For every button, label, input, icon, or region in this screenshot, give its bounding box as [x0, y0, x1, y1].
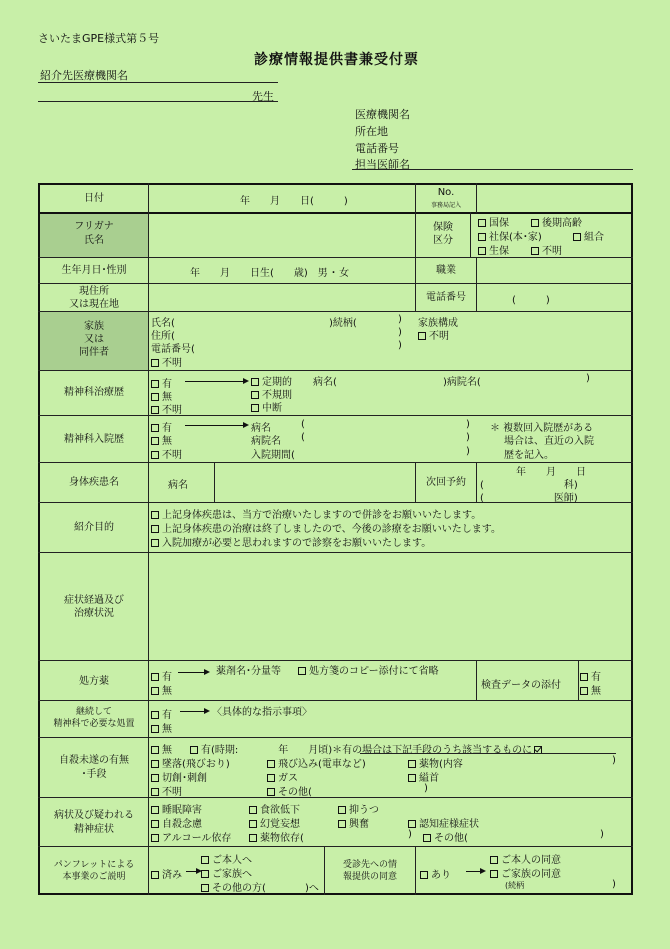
prescription-copy[interactable]: 処方箋のコピー添付にて省略	[298, 662, 439, 677]
consent-family[interactable]: ご家族の同意	[490, 865, 561, 880]
purpose-label: 紹介目的	[74, 522, 114, 533]
psych-history-unknown[interactable]: 不明	[151, 401, 182, 416]
family-name-field[interactable]: 氏名(	[151, 318, 175, 329]
ins-unknown[interactable]: 不明	[531, 242, 562, 257]
no-label: No.	[437, 187, 455, 198]
birth-label: 生年月日･性別	[61, 265, 127, 276]
suicide-no[interactable]: 無	[151, 741, 172, 756]
doctor-suffix: 先生	[252, 90, 274, 103]
continue-no[interactable]: 無	[151, 720, 172, 735]
purpose-opt1[interactable]: 上記身体疾患は、当方で治療いたしますので併診をお願いいたします。	[151, 506, 481, 521]
family-composition-label: 家族構成	[418, 318, 458, 329]
suicide-m1[interactable]: 墜落(飛びおり)	[151, 755, 230, 770]
next-appointment-date[interactable]: 年 月 日	[516, 467, 586, 478]
job-label: 職業	[436, 265, 456, 276]
insurance-label: 保険	[433, 222, 453, 233]
psych-admit-unknown[interactable]: 不明	[151, 446, 182, 461]
symptoms-sublabel: 治療状況	[74, 608, 114, 619]
sender-address-label: 所在地	[355, 125, 388, 138]
illness-s10[interactable]: その他(	[423, 829, 468, 844]
pamphlet-done[interactable]: 済み	[151, 866, 182, 881]
suicide-m3-close: )	[612, 755, 616, 766]
family-label: 家族	[84, 321, 104, 332]
illness-s1[interactable]: 睡眠障害	[151, 801, 202, 816]
continue-label: 継続して	[75, 707, 112, 717]
consent-label: 受診先への情	[342, 860, 397, 870]
doctor-line[interactable]	[38, 101, 278, 102]
psych-history-stopped[interactable]: 中断	[251, 399, 282, 414]
suicide-yes[interactable]: 有(時期: 年 月頃)＊有の場合は下記手段のうち該当するものに	[190, 741, 542, 756]
prescription-drug: 薬剤名･分量等	[216, 666, 281, 677]
suicide-sublabel: ･手段	[81, 769, 107, 780]
suicide-m4[interactable]: 切創･刺創	[151, 769, 207, 784]
illness-s2[interactable]: 食欲低下	[249, 801, 300, 816]
suicide-m6[interactable]: 縊首	[408, 769, 439, 784]
suicide-m8-close: )	[424, 783, 428, 794]
date-label: 日付	[84, 193, 104, 204]
physical-label: 身体疾患名	[69, 477, 119, 488]
psych-history-close: )	[586, 373, 590, 384]
exam-data-yes[interactable]: 有	[580, 668, 601, 683]
psych-admit-no[interactable]: 無	[151, 432, 172, 447]
psych-admit-close1: )	[466, 419, 470, 430]
pamphlet-sublabel: 本事業のご説明	[62, 872, 126, 882]
symptoms-label: 症状経過及び	[64, 595, 124, 606]
prescription-no[interactable]: 無	[151, 682, 172, 697]
address-label: 現住所	[79, 286, 109, 297]
address-sublabel: 又は現在地	[69, 299, 119, 310]
psych-history-irregular[interactable]: 不規則	[251, 386, 292, 401]
illness-s4[interactable]: 自殺念慮	[151, 815, 202, 830]
family-relation-field[interactable]: )続柄(	[329, 318, 357, 329]
physical-sickname: 病名	[168, 480, 188, 491]
suicide-m3[interactable]: 薬物(内容	[408, 755, 463, 770]
illness-s7[interactable]: 認知症様症状	[408, 815, 479, 830]
family-relation-close: )	[398, 314, 402, 325]
form-number: さいたまGPE様式第５号	[38, 32, 160, 45]
family-phone-close: )	[398, 340, 402, 351]
ins-kumiai[interactable]: 組合	[573, 228, 604, 243]
psych-admit-note2: 場合は、直近の入院	[504, 436, 594, 447]
symptoms-textarea[interactable]	[150, 554, 630, 658]
sender-phone-label: 電話番号	[355, 142, 399, 155]
illness-label: 病状及び疑われる	[54, 810, 134, 821]
illness-s3[interactable]: 抑うつ	[338, 801, 379, 816]
next-appointment-label: 次回予約	[426, 477, 466, 488]
psych-admit-hospname[interactable]: 病院名	[251, 436, 281, 447]
suicide-m5[interactable]: ガス	[267, 769, 298, 784]
purpose-opt2[interactable]: 上記身体疾患の治療は終了しましたので、今後の診療をお願いいたします。	[151, 520, 501, 535]
family-unknown[interactable]: 不明	[151, 354, 182, 369]
psych-admit-note3: 歴を記入。	[504, 450, 554, 461]
consent-relation[interactable]: (続柄	[505, 881, 525, 890]
consent-yes[interactable]: あり	[420, 866, 451, 881]
suicide-label: 自殺未遂の有無	[59, 755, 129, 766]
psych-history-hospital[interactable]: )病院名(	[443, 377, 481, 388]
birth-field[interactable]: 年 月 日生( 歳) 男 ･ 女	[190, 268, 350, 279]
sender-line[interactable]	[352, 169, 633, 170]
continue-sublabel: 精神科で必要な処置	[53, 719, 135, 729]
psych-admit-open2: (	[301, 432, 305, 443]
no-sublabel: 事務局記入	[430, 202, 461, 209]
exam-data-label: 検査データの添付	[481, 680, 561, 691]
consent-self[interactable]: ご本人の同意	[490, 851, 561, 866]
continue-yes[interactable]: 有	[151, 706, 172, 721]
ins-kokuho[interactable]: 国保	[478, 214, 509, 229]
pamphlet-other[interactable]: その他の方(	[201, 879, 266, 894]
psych-admit-yes[interactable]: 有	[151, 419, 172, 434]
illness-s5[interactable]: 幻覚妄想	[249, 815, 300, 830]
psych-history-regular[interactable]: 定期的	[251, 373, 292, 388]
family-label-companion: 同伴者	[79, 347, 109, 358]
furigana-label: フリガナ	[74, 221, 114, 232]
family-composition-unknown[interactable]: 不明	[418, 327, 449, 342]
psych-history-no[interactable]: 無	[151, 388, 172, 403]
pamphlet-family[interactable]: ご家族へ	[201, 865, 252, 880]
psych-history-yes[interactable]: 有	[151, 375, 172, 390]
consent-sublabel: 報提供の同意	[342, 872, 397, 882]
illness-s9-close: )	[408, 829, 412, 840]
family-address-close: )	[398, 327, 402, 338]
sender-org-label: 医療機関名	[355, 108, 410, 121]
suicide-m8[interactable]: その他(	[267, 783, 312, 798]
ins-shaho[interactable]: 社保(本･家)	[478, 228, 542, 243]
consent-relation-close: )	[612, 879, 616, 890]
illness-s9[interactable]: 薬物依存(	[249, 829, 304, 844]
psych-history-sickname[interactable]: 病名(	[313, 377, 337, 388]
sender-doctor-label: 担当医師名	[355, 158, 410, 171]
continue-instruction: 〈具体的な指示事項〉	[212, 707, 312, 718]
psych-admit-period[interactable]: 入院期間(	[251, 450, 295, 461]
pamphlet-other-close: )へ	[305, 883, 319, 894]
psych-admit-note1: ＊ 複数回入院歴がある	[490, 423, 594, 434]
illness-s10-close: )	[600, 829, 604, 840]
phone-label: 電話番号	[426, 292, 466, 303]
psych-admit-open1: (	[301, 419, 305, 430]
illness-s8[interactable]: アルコール依存	[151, 829, 231, 844]
suicide-m7[interactable]: 不明	[151, 783, 182, 798]
suicide-m2[interactable]: 飛び込み(電車など)	[267, 755, 366, 770]
purpose-opt3[interactable]: 入院加療が必要と思われますので診察をお願いいたします。	[151, 534, 431, 549]
exam-data-no[interactable]: 無	[580, 682, 601, 697]
family-address-field[interactable]: 住所(	[151, 331, 175, 342]
psych-admit-label: 精神科入院歴	[64, 434, 124, 445]
insurance-sublabel: 区分	[433, 235, 453, 246]
next-appointment-doctor[interactable]: ( 医師)	[480, 493, 578, 504]
date-field[interactable]: 年 月 日( )	[240, 196, 348, 207]
family-phone-field[interactable]: 電話番号(	[151, 344, 195, 355]
referral-org-label: 紹介先医療機関名	[40, 69, 128, 82]
phone-field[interactable]: ( )	[512, 295, 550, 306]
psych-history-label: 精神科治療歴	[64, 387, 124, 398]
family-label-or: 又は	[84, 334, 104, 345]
psych-admit-close3: )	[466, 446, 470, 457]
name-label: 氏名	[84, 235, 104, 246]
ins-kouki[interactable]: 後期高齢	[531, 214, 582, 229]
prescription-yes[interactable]: 有	[151, 668, 172, 683]
prescription-label: 処方薬	[79, 676, 109, 687]
pamphlet-self[interactable]: ご本人へ	[201, 851, 252, 866]
psych-admit-sickname[interactable]: 病名	[251, 423, 271, 434]
psych-admit-close2: )	[466, 432, 470, 443]
page-title: 診療情報提供書兼受付票	[254, 52, 419, 68]
next-appointment-dept[interactable]: ( 科)	[480, 480, 578, 491]
ins-seiho[interactable]: 生保	[478, 242, 509, 257]
pamphlet-label: パンフレットによる	[53, 860, 135, 870]
referral-org-line[interactable]	[38, 82, 278, 83]
illness-sublabel: 精神症状	[74, 824, 114, 835]
illness-s6[interactable]: 興奮	[338, 815, 369, 830]
